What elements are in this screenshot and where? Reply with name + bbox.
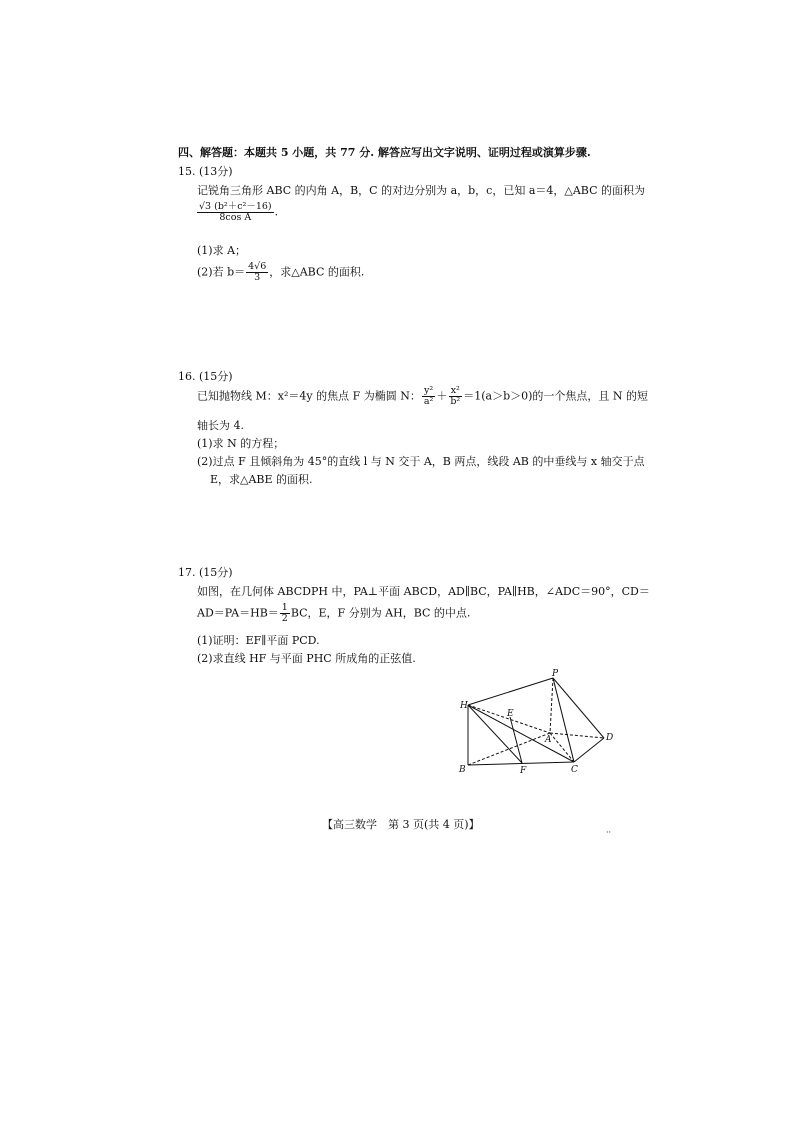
edge-CD bbox=[574, 738, 604, 762]
q16-part2-a: (2)过点 F 且倾斜角为 45°的直线 l 与 N 交于 A，B 两点，线段 AB 的中垂线与 x 轴交于点 bbox=[197, 455, 645, 468]
q16-part2-b: E，求△ABE 的面积. bbox=[210, 473, 313, 486]
corner-mark: ·· bbox=[606, 828, 612, 837]
q17-stem-b-pre: AD＝PA＝HB＝ bbox=[197, 606, 279, 620]
q16-f1-num: y² bbox=[423, 385, 434, 396]
label-P: P bbox=[552, 669, 559, 679]
q17-half-den: 2 bbox=[281, 612, 288, 624]
label-D: D bbox=[606, 733, 614, 743]
q16-stem-c: 轴长为 4. bbox=[197, 419, 244, 432]
q15-frac-den: 8cos A bbox=[219, 211, 252, 223]
q15-stem: 记锐角三角形 ABC 的内角 A，B，C 的对边分别为 a，b，c，已知 a＝4，△ABC 的面积为 bbox=[197, 184, 645, 197]
q15-frac-num: √3 (b²＋c²－16) bbox=[199, 201, 272, 212]
q15-number: 15. (13分) bbox=[178, 165, 233, 178]
q16-plus: ＋ bbox=[436, 389, 448, 403]
q15-part1: (1)求 A； bbox=[197, 244, 247, 257]
q17-stem-b-post: BC，E，F 分别为 AH，BC 的中点. bbox=[290, 606, 471, 620]
q16-f1-den: a² bbox=[423, 395, 434, 407]
label-H: H bbox=[460, 701, 468, 711]
edge-HC bbox=[468, 705, 574, 762]
q17-part2: (2)求直线 HF 与平面 PHC 所成角的正弦值. bbox=[197, 652, 416, 665]
label-B: B bbox=[459, 765, 466, 775]
q17-stem-a: 如图，在几何体 ABCDPH 中，PA⊥平面 ABCD，AD∥BC，PA∥HB，∠ADC＝90°，CD＝ bbox=[197, 585, 650, 598]
edge-HF bbox=[468, 705, 522, 763]
q17-number: 17. (15分) bbox=[178, 566, 233, 579]
label-A: A bbox=[545, 735, 552, 745]
section-header: 四、解答题：本题共 5 小题，共 77 分. 解答应写出文字说明、证明过程或演算步骤. bbox=[178, 146, 591, 159]
q16-part1: (1)求 N 的方程； bbox=[197, 437, 285, 450]
edge-AD bbox=[550, 733, 604, 738]
page-footer: 【高三数学 第 3 页(共 4 页)】 bbox=[322, 818, 480, 831]
q16-number: 16. (15分) bbox=[178, 370, 233, 383]
q17-half-num: 1 bbox=[281, 602, 288, 613]
q15-b-den: 3 bbox=[254, 271, 261, 283]
q15-part2-pre: (2)若 b＝ bbox=[197, 265, 246, 279]
q16-f2-num: x² bbox=[450, 385, 460, 396]
q15-part2-post: ，求△ABC 的面积. bbox=[269, 265, 365, 279]
q16-f2-den: b² bbox=[450, 395, 461, 407]
q16-stem-a: 已知抛物线 M：x²＝4y 的焦点 F 为椭圆 N： bbox=[197, 389, 421, 403]
q17-part1: (1)证明：EF∥平面 PCD. bbox=[197, 634, 320, 647]
label-C: C bbox=[571, 765, 578, 775]
q15-b-num: 4√6 bbox=[248, 261, 267, 272]
label-E: E bbox=[507, 709, 514, 719]
q16-stem-b: ＝1(a＞b＞0)的一个焦点，且 N 的短 bbox=[463, 389, 649, 403]
q15-frac-tail: . bbox=[274, 205, 279, 219]
edge-PA bbox=[550, 678, 553, 733]
label-F: F bbox=[520, 766, 527, 776]
edge-HP bbox=[468, 678, 553, 705]
